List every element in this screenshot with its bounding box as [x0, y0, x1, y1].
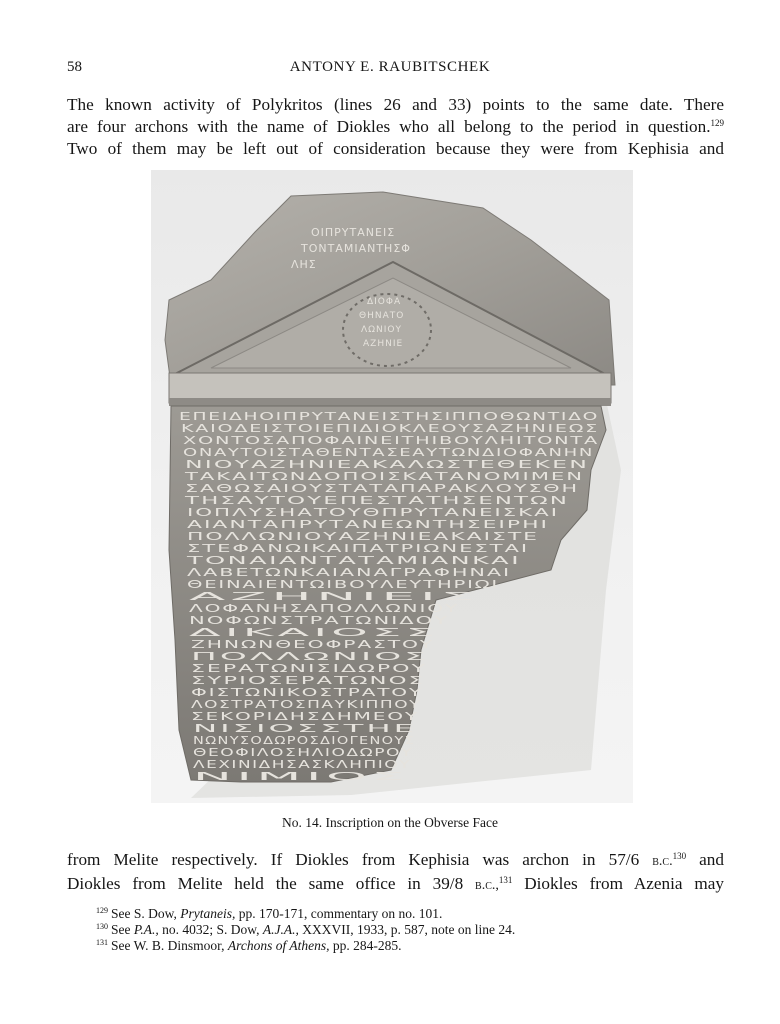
para-1-line-3: Two of them may be left out of consideration because they were from Kephisia and — [67, 139, 724, 158]
running-head: ANTONY E. RAUBITSCHEK — [289, 59, 491, 75]
era-abbreviation: b.c., — [475, 878, 499, 893]
pediment-line-3: ΛΩΝΙΟΥ — [361, 325, 403, 335]
inscription-line: ΠΟΛΛΩΝΙΟΣ — [191, 650, 429, 663]
footnote-ref-130: 130 — [672, 851, 687, 861]
inscription-line: ΛΑΒΕΤΩΝΚΑΙΑΝΑΓΡΑΦΗΝΑΙ — [187, 566, 511, 579]
inscription-line: ΤΗΣΑΥΤΟΥΕΠΕΣΤΑΤΗΣΕΝΤΩΝ — [182, 494, 569, 507]
inscription-line: ΝΩΝΥΣΟΔΩΡΟΣΔΙΟΓΕΝΟΥΣ — [193, 734, 415, 747]
inscription-photograph — [151, 170, 633, 803]
inscription-line: ΣΑΘΩΣΑΙΟΥΣΤΑΤΑΠΑΡΑΚΛΟΥΣΘΗ — [185, 482, 579, 495]
crown-line-1: ΟΙΠΡΥΤΑΝΕΙΣ — [311, 226, 396, 239]
page-number: 58 — [67, 59, 82, 75]
footnote-number: 131 — [96, 938, 108, 947]
inscription-line: ΠΟΛΛΩΝΙΟΥΑΖΗΝΙΕΑΚΑΙΣΤΕ — [187, 530, 539, 543]
inscription-line: ΚΑΙΟΔΕΙΣΤΟΙΕΠΙΔΙΟΚΛΕΟΥΣΑΖΗΝΙΕΩΣ — [181, 422, 599, 435]
inscription-line: ΔΙΚΑΙΟΣΣ — [189, 626, 439, 639]
crown-line-2: ΤΟΝΤΑΜΙΑΝΤΗΣΦ — [301, 242, 411, 255]
inscription-line: ΣΕΚΟΡΙΔΗΣΔΗΜΕΟΥ — [191, 710, 419, 723]
pediment-line-2: ΘΗΝΑΤΟ — [359, 311, 405, 321]
inscription-line: ΘΕΙΝΑΙΕΝΤΩΙΒΟΥΛΕΥΤΗΡΙΩΙ — [187, 578, 499, 591]
footnote-title: Archons of Athens, — [227, 938, 330, 953]
inscription-line: ΝΙΟΥΑΖΗΝΙΕΑΚΑΛΩΣΤΕΘΕΚΕΝ — [185, 458, 589, 471]
pediment-line-4: ΑΖΗΝΙΕ — [363, 339, 404, 349]
inscription-line: ΑΖΗΝΙΕΙΣ — [189, 590, 479, 603]
footnote-text: pp. 284-285. — [329, 938, 402, 953]
footnote-title: P.A., — [133, 922, 159, 937]
inscription-line: ΛΟΣΤΡΑΤΟΣΠΑΥΚΙΠΠΟΥ — [191, 698, 421, 711]
footnote-text: pp. 170-171, commentary on no. 101. — [235, 906, 443, 921]
figure-caption: No. 14. Inscription on the Obverse Face — [282, 815, 498, 830]
cornice-shadow — [169, 398, 611, 406]
crown-line-3: ΛΗΣ — [291, 258, 317, 271]
footnote-text: See S. Dow, — [111, 906, 181, 921]
footnote-129 — [96, 906, 515, 922]
inscription-line: ΘΕΟΦΙΛΟΣΗΛΙΟΔΩΡΟΥ — [193, 746, 413, 759]
inscription-line: ΧΟΝΤΟΣΑΠΟΦΑΙΝΕΙΤΗΙΒΟΥΛΗΙΤΟΝΤΑ — [183, 434, 599, 447]
footnote-title: A.J.A., — [262, 922, 299, 937]
inscription-line: ΝΟΦΩΝΣΤΡΑΤΩΝΙΔΟΥ — [189, 614, 449, 627]
para-2-line-1-end: and — [686, 850, 724, 869]
inscription-line: ΦΙΣΤΩΝΙΚΟΣΤΡΑΤΟΥ — [191, 686, 423, 699]
para-1-line-1: The known activity of Polykritos (lines 26 and 33) points to the same date. There — [67, 95, 724, 114]
footnote-130 — [96, 922, 515, 938]
inscription-line: ΛΕΧΙΝΙΔΗΣΑΣΚΛΗΠΙΟΥ — [193, 758, 411, 771]
para-2-line-2 — [67, 873, 724, 897]
footnote-text: XXXVII, 1933, p. 587, note on line 24. — [298, 922, 516, 937]
para-2-line-2-end: Diokles from Azenia may — [512, 874, 725, 893]
footnote-title: Prytaneis, — [180, 906, 236, 921]
inscription-line: ΟΝΑΥΤΟΙΣΤΑΘΕΝΤΑΣΕΑΥΤΩΝΔΙΟΦΑΝΗΝ — [183, 446, 594, 459]
para-2-line-1-text: from Melite respectively. If Diokles from Kephisia was archon in 57/6 — [67, 850, 653, 869]
inscription-line: ΣΤΕΦΑΝΩΙΚΑΙΠΑΤΡΙΩΝΕΣΤΑΙ — [187, 542, 529, 555]
footnote-text: See W. B. Dinsmoor, — [111, 938, 228, 953]
inscription-line: ΕΠΕΙΔΗΟΙΠΡΥΤΑΝΕΙΣΤΗΣΙΠΠΟΘΩΝΤΙΔΟ — [179, 410, 599, 423]
inscription-line: ΛΟΦΑΝΗΣΑΠΟΛΛΩΝΙΟΥ — [189, 602, 459, 615]
footnote-ref-131: 131 — [498, 875, 513, 885]
para-1-line-2 — [67, 116, 724, 138]
inscription-line: ΙΟΠΛΥΣΗΑΤΟΥΘΠΡΥΤΑΝΕΙΣΚΑΙ — [187, 506, 559, 519]
era-abbreviation: b.c. — [652, 854, 673, 869]
inscription-line: ΤΟΝΑΙΑΝΤΑΤΑΜΙΑΝΚΑΙ — [184, 554, 521, 567]
footnote-text: See — [111, 922, 134, 937]
inscription-line: ΑΙΑΝΤΑΠΡΥΤΑΝΕΩΝΤΗΣΕΙΡΗΙ — [187, 518, 549, 531]
para-1-line-2-text: are four archons with the name of Diokles who all belong to the period in question. — [67, 117, 711, 136]
inscription-line: ΝΙΜΙΟΣ — [193, 770, 409, 783]
footnote-number: 129 — [96, 906, 108, 915]
para-2-line-1 — [67, 849, 724, 873]
footnote-number: 130 — [96, 922, 108, 931]
body-paragraph-2 — [67, 849, 724, 897]
footnote-ref-129: 129 — [710, 118, 724, 128]
stele-illustration — [151, 170, 633, 803]
inscription-line: ΖΗΝΩΝΘΕΟΦΡΑΣΤΟΥ — [191, 638, 434, 651]
pediment-line-1: ΔΙΟΦΑ — [367, 297, 402, 307]
footnotes — [96, 906, 515, 954]
footnote-text: no. 4032; S. Dow, — [158, 922, 263, 937]
para-2-line-2-text: Diokles from Melite held the same office in 39/8 — [67, 874, 476, 893]
body-paragraph-1 — [67, 94, 724, 160]
inscription-line: ΤΑΚΑΙΤΩΝΔΟΠΟΙΣΚΑΤΑΝΟΜΙΜΕΝ — [183, 470, 584, 483]
footnote-131 — [96, 938, 515, 954]
inscription-line: ΣΕΡΑΤΩΝΙΣΙΔΩΡΟΥ — [191, 662, 427, 675]
inscription-line: ΣΥΡΙΟΣΕΡΑΤΩΝΟΣ — [191, 674, 425, 687]
inscription-line: ΝΙΣΙΟΣΣΤΗΕ — [193, 722, 417, 735]
